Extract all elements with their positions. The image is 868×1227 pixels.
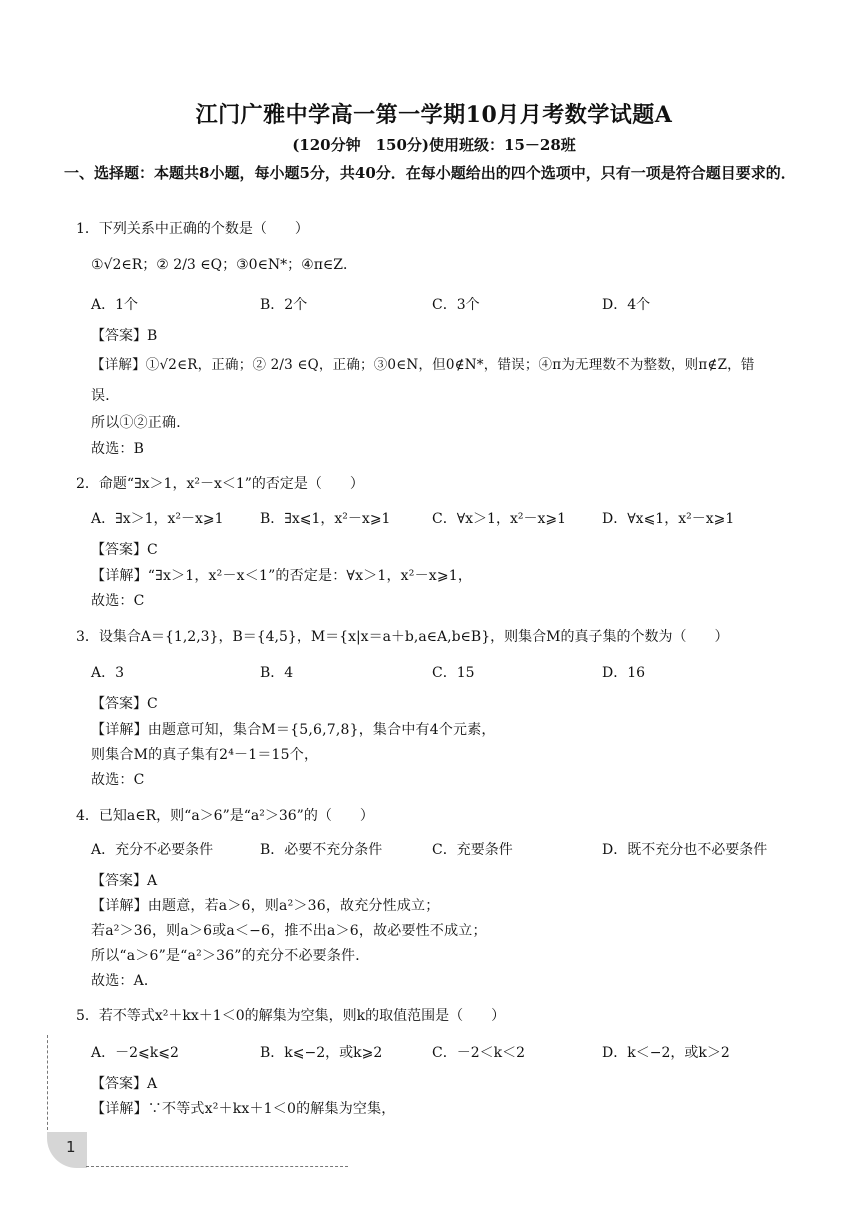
- question-1-detail: 【详解】①√2∈R，正确；② 2/3 ∈Q，正确；③0∈N，但0∉N*，错误；④π为无理数不为整数，则π∉Z，错: [91, 357, 755, 373]
- question-3-stem: 3．设集合A＝{1,2,3}，B＝{4,5}，M＝{x|x＝a＋b,a∈A,b∈B}，则集合M的真子集的个数为（ ）: [76, 629, 729, 645]
- question-2-answer: 【答案】C: [91, 542, 158, 558]
- option-d: D．既不充分也不必要条件: [602, 842, 768, 858]
- question-1-answer: 【答案】B: [91, 328, 158, 344]
- question-3-detail: 故选：C: [91, 772, 145, 788]
- option-c: C．3个: [432, 297, 480, 313]
- option-c: C．∀x＞1，x²－x⩾1: [432, 511, 567, 527]
- question-4-detail: 若a²＞36，则a＞6或a＜−6，推不出a＞6，故必要性不成立；: [91, 923, 487, 939]
- option-d: D．k＜−2，或k＞2: [602, 1045, 730, 1061]
- question-1-items: ①√2∈R；② 2/3 ∈Q；③0∈N*；④π∈Z．: [91, 257, 358, 273]
- question-4-stem: 4．已知a∈R，则“a＞6”是“a²＞36”的（ ）: [76, 808, 374, 824]
- option-a: A．充分不必要条件: [91, 842, 214, 858]
- option-a: A．1个: [91, 297, 139, 313]
- question-2-stem: 2．命题“∃x＞1，x²－x＜1”的否定是（ ）: [76, 476, 364, 492]
- section-heading: 一、选择题：本题共8小题，每小题5分，共40分．在每小题给出的四个选项中，只有一项是符合题目要求的．: [64, 164, 796, 182]
- question-5-detail: 【详解】∵不等式x²＋kx＋1＜0的解集为空集，: [91, 1101, 396, 1117]
- exam-info: (120分钟 150分)使用班级：15－28班: [292, 136, 576, 154]
- option-d: D．16: [602, 665, 646, 681]
- question-1-options: [0, 293, 868, 317]
- option-b: B．必要不充分条件: [260, 842, 383, 858]
- option-a: A．3: [91, 665, 125, 681]
- option-c: C．15: [432, 665, 475, 681]
- question-1-stem: 1．下列关系中正确的个数是（ ）: [76, 221, 309, 237]
- option-b: B．k⩽−2，或k⩾2: [260, 1045, 383, 1061]
- option-d: D．∀x⩽1，x²－x⩾1: [602, 511, 735, 527]
- question-4-options: [0, 838, 868, 862]
- footer-dashed-line: [86, 1166, 348, 1167]
- page-title: 江门广雅中学高一第一学期10月月考数学试题A: [195, 102, 673, 128]
- question-3-detail: 【详解】由题意可知，集合M＝{5,6,7,8}，集合中有4个元素，: [91, 722, 496, 738]
- page-number: 1: [66, 1138, 76, 1156]
- question-4-detail: 故选：A．: [91, 973, 159, 989]
- margin-dashed-line: [47, 1035, 48, 1130]
- question-4-detail: 【详解】由题意，若a＞6，则a²＞36，故充分性成立；: [91, 898, 440, 914]
- option-b: B．4: [260, 665, 294, 681]
- question-1-detail: 故选：B: [91, 441, 145, 457]
- option-a: A．－2⩽k⩽2: [91, 1045, 179, 1061]
- question-2-detail: 故选：C: [91, 593, 145, 609]
- option-b: B．∃x⩽1，x²－x⩾1: [260, 511, 391, 527]
- question-3-answer: 【答案】C: [91, 696, 158, 712]
- question-1-detail: 误．: [91, 388, 120, 404]
- question-5-options: [0, 1041, 868, 1065]
- option-a: A．∃x＞1，x²－x⩾1: [91, 511, 224, 527]
- question-4-detail: 所以“a＞6”是“a²＞36”的充分不必要条件．: [91, 948, 370, 964]
- option-d: D．4个: [602, 297, 651, 313]
- question-5-stem: 5．若不等式x²＋kx＋1＜0的解集为空集，则k的取值范围是（ ）: [76, 1008, 506, 1024]
- option-c: C．充要条件: [432, 842, 513, 858]
- option-c: C．－2＜k＜2: [432, 1045, 526, 1061]
- question-3-options: [0, 661, 868, 685]
- question-5-answer: 【答案】A: [91, 1076, 158, 1092]
- question-3-detail: 则集合M的真子集有2⁴－1＝15个，: [91, 747, 319, 763]
- option-b: B．2个: [260, 297, 308, 313]
- question-4-answer: 【答案】A: [91, 873, 158, 889]
- question-1-detail: 所以①②正确．: [91, 415, 191, 431]
- question-2-detail: 【详解】“∃x＞1，x²－x＜1”的否定是：∀x＞1，x²－x⩾1，: [91, 568, 473, 584]
- question-2-options: [0, 507, 868, 531]
